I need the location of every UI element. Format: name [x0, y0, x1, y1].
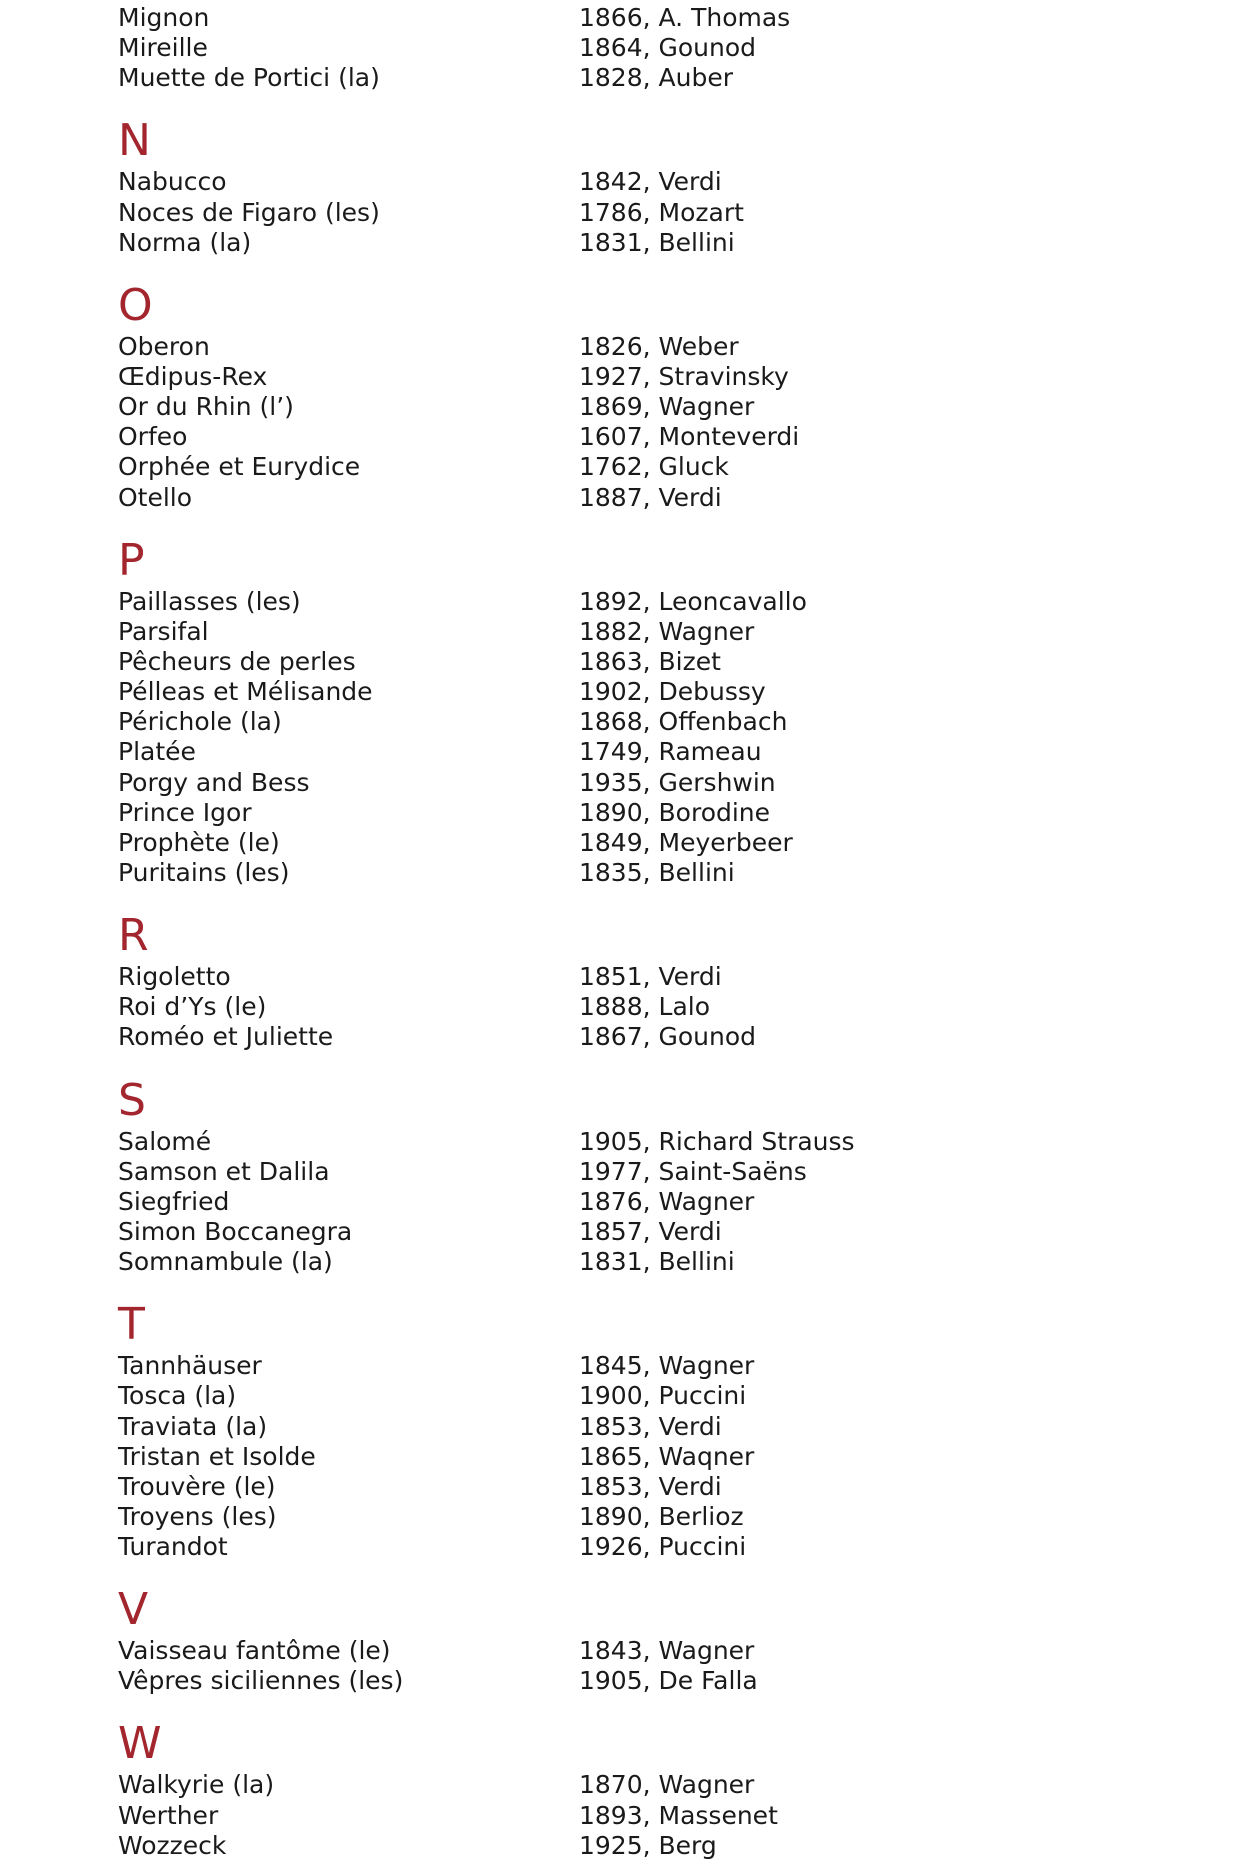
opera-title: Porgy and Bess [118, 767, 310, 797]
opera-year-composer: 1866, A. Thomas [579, 3, 791, 32]
opera-entry [118, 1022, 1118, 1052]
opera-entry [118, 1127, 1118, 1157]
opera-year-composer: 1835, Bellini [579, 857, 735, 887]
opera-title: Traviata (la) [118, 1411, 268, 1441]
letter-section [118, 280, 1118, 513]
opera-title: Tannhäuser [118, 1351, 262, 1381]
opera-entry [118, 992, 1118, 1022]
letter-section [118, 910, 1118, 1052]
opera-entry [118, 1247, 1118, 1277]
opera-year-composer: 1853, Verdi [579, 1471, 722, 1501]
opera-entry [118, 392, 1118, 422]
opera-entry [118, 452, 1118, 482]
opera-title: Pêcheurs de perles [118, 646, 356, 676]
opera-year-composer: 1925, Berg [579, 1830, 717, 1860]
opera-entry [118, 63, 1118, 93]
opera-entry [118, 707, 1118, 737]
opera-entry [118, 1442, 1118, 1472]
opera-entry [118, 332, 1118, 362]
letter-section [118, 3, 1118, 93]
opera-title: Platée [118, 737, 196, 767]
opera-entry [118, 33, 1118, 63]
letter-section [118, 1584, 1118, 1696]
opera-title: Muette de Portici (la) [118, 63, 380, 93]
opera-year-composer: 1926, Puccini [579, 1532, 747, 1562]
opera-year-composer: 1893, Massenet [579, 1800, 778, 1830]
opera-title: Roi d’Ys (le) [118, 992, 267, 1022]
opera-title: Otello [118, 482, 193, 512]
letter-section [118, 1299, 1118, 1562]
opera-year-composer: 1867, Gounod [579, 1022, 757, 1052]
opera-year-composer: 1831, Bellini [579, 227, 735, 257]
opera-year-composer: 1869, Wagner [579, 392, 755, 422]
opera-entry [118, 798, 1118, 828]
opera-year-composer: 1882, Wagner [579, 616, 755, 646]
letter-section [118, 1718, 1118, 1860]
opera-entry [118, 768, 1118, 798]
opera-year-composer: 1864, Gounod [579, 33, 757, 63]
letter-section [118, 1075, 1118, 1278]
opera-title: Paillasses (les) [118, 586, 301, 616]
opera-entry [118, 617, 1118, 647]
opera-title: Norma (la) [118, 227, 252, 257]
opera-title: Oberon [118, 331, 210, 361]
opera-entry [118, 198, 1118, 228]
opera-title: Trouvère (le) [118, 1471, 276, 1501]
opera-title: Prophète (le) [118, 827, 280, 857]
opera-title: Simon Boccanegra [118, 1216, 353, 1246]
opera-entry [118, 1502, 1118, 1532]
opera-title: Samson et Dalila [118, 1156, 330, 1186]
opera-title: Orphée et Eurydice [118, 452, 361, 482]
opera-year-composer: 1857, Verdi [579, 1216, 722, 1246]
opera-title: Pélleas et Mélisande [118, 677, 373, 707]
opera-title: Rigoletto [118, 962, 231, 992]
opera-entry [118, 962, 1118, 992]
opera-entry [118, 677, 1118, 707]
opera-entry [118, 647, 1118, 677]
opera-entry [118, 587, 1118, 617]
opera-entry [118, 362, 1118, 392]
section-letter: V [118, 1584, 149, 1636]
opera-entry [118, 1217, 1118, 1247]
opera-year-composer: 1888, Lalo [579, 992, 711, 1022]
opera-year-composer: 1935, Gershwin [579, 767, 776, 797]
opera-year-composer: 1905, Richard Strauss [579, 1126, 855, 1156]
opera-index [118, 3, 1118, 1861]
opera-year-composer: 1786, Mozart [579, 197, 744, 227]
section-letter: W [118, 1718, 162, 1770]
opera-entry [118, 3, 1118, 33]
opera-year-composer: 1865, Waqner [579, 1441, 755, 1471]
opera-year-composer: 1831, Bellini [579, 1247, 735, 1277]
opera-title: Siegfried [118, 1186, 230, 1216]
opera-title: Tosca (la) [118, 1381, 237, 1411]
section-letter: R [118, 910, 149, 962]
opera-entry [118, 737, 1118, 767]
opera-year-composer: 1892, Leoncavallo [579, 586, 807, 616]
opera-title: Werther [118, 1800, 219, 1830]
opera-entry [118, 422, 1118, 452]
opera-entry [118, 1801, 1118, 1831]
opera-entry [118, 167, 1118, 197]
opera-title: Périchole (la) [118, 707, 282, 737]
opera-title: Vêpres siciliennes (les) [118, 1666, 404, 1696]
opera-year-composer: 1863, Bizet [579, 646, 721, 676]
opera-entry [118, 1636, 1118, 1666]
opera-year-composer: 1762, Gluck [579, 452, 729, 482]
section-letter: T [118, 1299, 145, 1351]
opera-entry [118, 1412, 1118, 1442]
opera-year-composer: 1902, Debussy [579, 677, 766, 707]
opera-title: Mignon [118, 3, 210, 32]
opera-title: Parsifal [118, 616, 209, 646]
opera-title: Somnambule (la) [118, 1247, 333, 1277]
opera-title: Orfeo [118, 422, 188, 452]
opera-year-composer: 1900, Puccini [579, 1381, 747, 1411]
opera-year-composer: 1905, De Falla [579, 1666, 758, 1696]
opera-entry [118, 1157, 1118, 1187]
opera-title: Tristan et Isolde [118, 1441, 316, 1471]
opera-year-composer: 1876, Wagner [579, 1186, 755, 1216]
opera-title: Walkyrie (la) [118, 1770, 275, 1800]
opera-entry [118, 228, 1118, 258]
opera-title: Nabucco [118, 167, 227, 197]
opera-entry [118, 1351, 1118, 1381]
opera-title: Turandot [118, 1532, 228, 1562]
opera-year-composer: 1842, Verdi [579, 167, 722, 197]
opera-year-composer: 1890, Borodine [579, 797, 771, 827]
opera-entry [118, 1532, 1118, 1562]
letter-section [118, 535, 1118, 888]
opera-entry [118, 483, 1118, 513]
letter-section [118, 115, 1118, 257]
opera-title: Prince Igor [118, 797, 252, 827]
opera-title: Noces de Figaro (les) [118, 197, 380, 227]
opera-year-composer: 1749, Rameau [579, 737, 762, 767]
section-letter: S [118, 1074, 146, 1126]
opera-year-composer: 1977, Saint-Saëns [579, 1156, 807, 1186]
opera-entry [118, 1472, 1118, 1502]
opera-year-composer: 1853, Verdi [579, 1411, 722, 1441]
opera-year-composer: 1890, Berlioz [579, 1501, 744, 1531]
opera-year-composer: 1849, Meyerbeer [579, 827, 793, 857]
opera-entry [118, 1831, 1118, 1861]
section-letter: O [118, 279, 153, 331]
opera-title: Roméo et Juliette [118, 1022, 334, 1052]
opera-title: Salomé [118, 1126, 212, 1156]
opera-title: Or du Rhin (l’) [118, 392, 294, 422]
opera-year-composer: 1927, Stravinsky [579, 361, 789, 391]
opera-entry [118, 1381, 1118, 1411]
opera-title: Puritains (les) [118, 857, 290, 887]
opera-year-composer: 1868, Offenbach [579, 707, 788, 737]
section-letter: N [118, 115, 151, 167]
opera-entry [118, 828, 1118, 858]
opera-year-composer: 1887, Verdi [579, 482, 722, 512]
opera-title: Mireille [118, 33, 208, 63]
opera-title: Wozzeck [118, 1830, 227, 1860]
opera-entry [118, 858, 1118, 888]
opera-year-composer: 1826, Weber [579, 331, 739, 361]
opera-title: Œdipus-Rex [118, 361, 268, 391]
opera-year-composer: 1607, Monteverdi [579, 422, 800, 452]
opera-year-composer: 1870, Wagner [579, 1770, 755, 1800]
opera-entry [118, 1187, 1118, 1217]
opera-year-composer: 1845, Wagner [579, 1351, 755, 1381]
opera-year-composer: 1828, Auber [579, 63, 733, 93]
opera-year-composer: 1851, Verdi [579, 962, 722, 992]
opera-year-composer: 1843, Wagner [579, 1636, 755, 1666]
section-letter: P [118, 534, 145, 586]
opera-entry [118, 1666, 1118, 1696]
opera-title: Troyens (les) [118, 1501, 277, 1531]
opera-entry [118, 1770, 1118, 1800]
opera-title: Vaisseau fantôme (le) [118, 1636, 391, 1666]
